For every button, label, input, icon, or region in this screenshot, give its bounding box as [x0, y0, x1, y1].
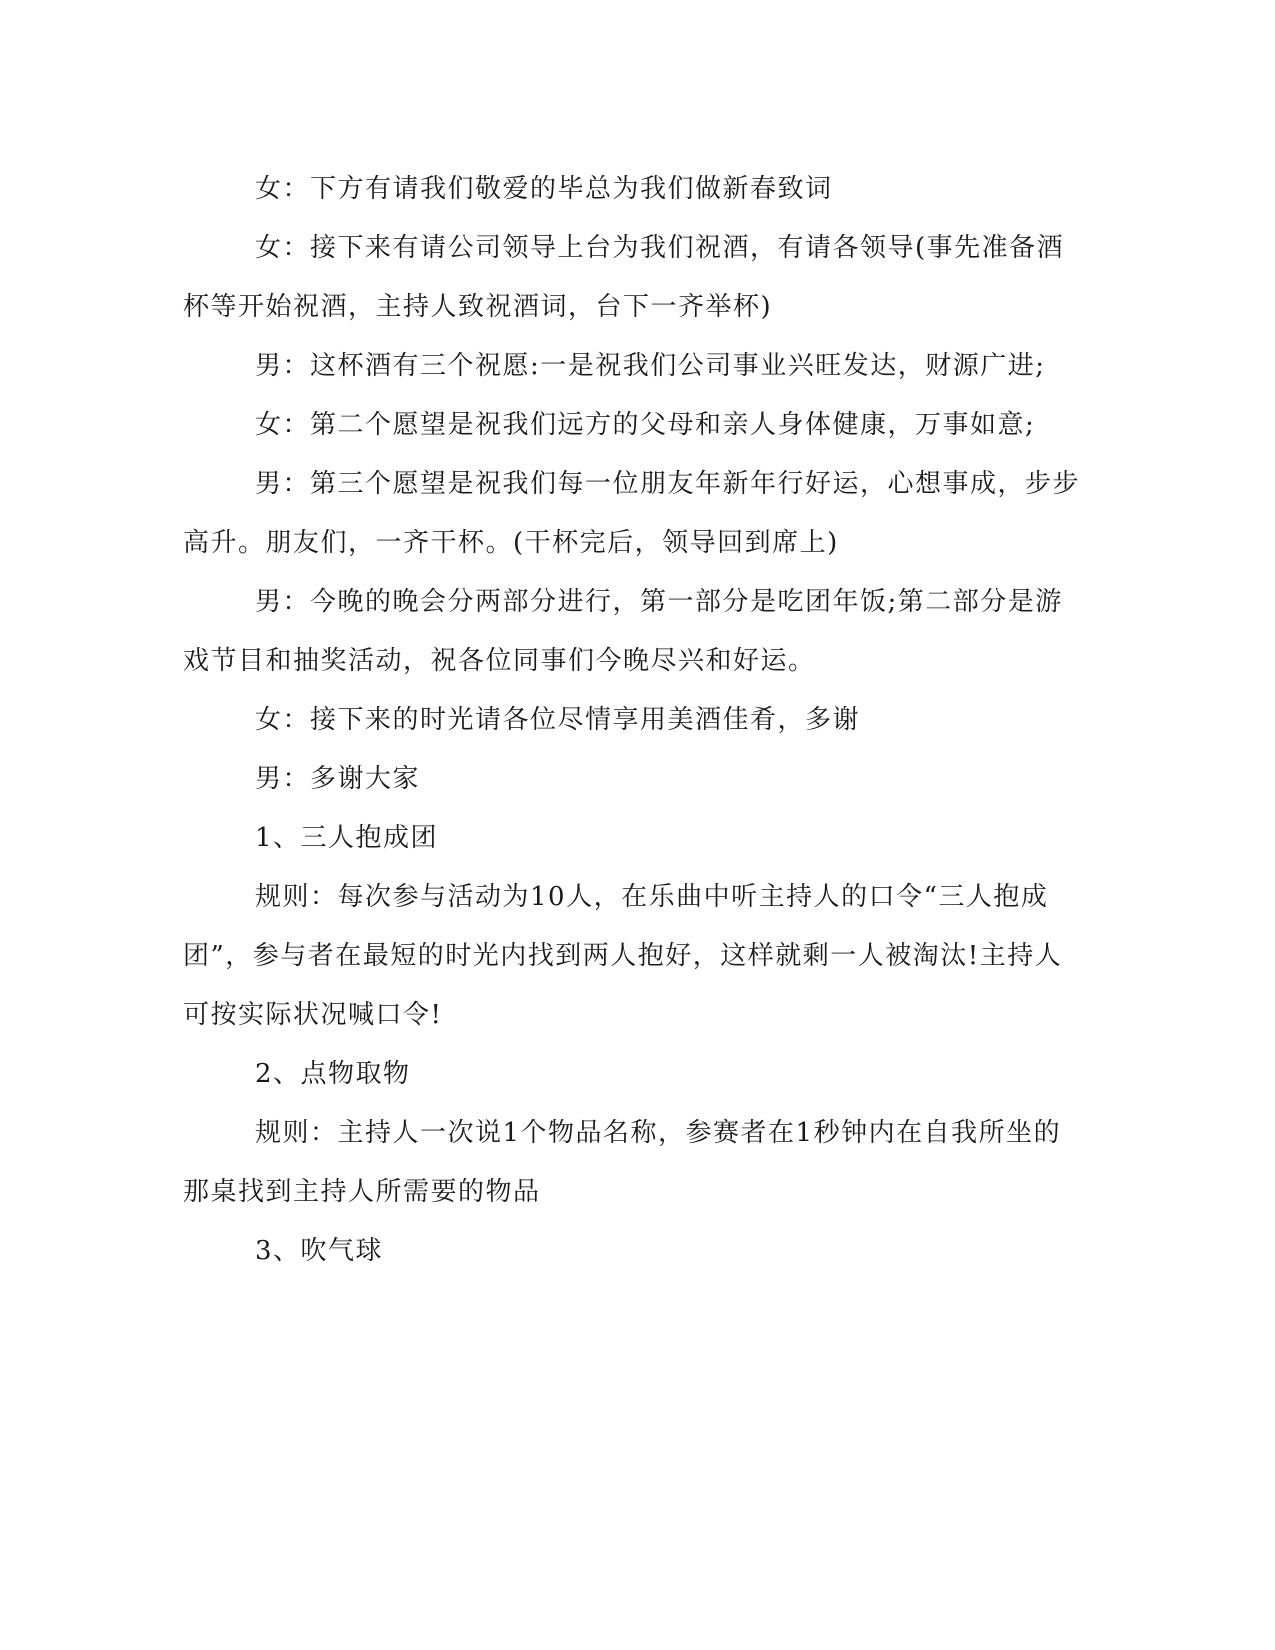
- paragraph-speech-male-4: 男：多谢大家: [255, 764, 421, 794]
- paragraph-speech-male-3: 男：今晚的晚会分两部分进行，第一部分是吃团年饭;第二部分是游戏节目和抽奖活动，祝各位同事们今晚尽兴和好运。: [183, 587, 1063, 676]
- game-rule-1: 规则：每次参与活动为10人，在乐曲中听主持人的口令“三人抱成团”，参与者在最短的时光内找到两人抱好，这样就剩一人被淘汰!主持人可按实际状况喊口令!: [183, 882, 1063, 1030]
- paragraph-speech-female-2: 女：接下来有请公司领导上台为我们祝酒，有请各领导(事先准备酒杯等开始祝酒，主持人致祝酒词，台下一齐举杯): [183, 233, 1065, 322]
- game-heading-1: 1、三人抱成团: [255, 823, 439, 853]
- paragraph-speech-male-1: 男：这杯酒有三个祝愿:一是祝我们公司事业兴旺发达，财源广进;: [255, 351, 1046, 381]
- game-heading-2: 2、点物取物: [255, 1059, 411, 1089]
- paragraph-speech-female-3: 女：第二个愿望是祝我们远方的父母和亲人身体健康，万事如意;: [255, 410, 1036, 440]
- game-rule-2: 规则：主持人一次说1个物品名称，参赛者在1秒钟内在自我所坐的那桌找到主持人所需要的物品: [183, 1118, 1062, 1207]
- document-body: [183, 160, 1083, 1281]
- paragraph-speech-female-1: 女：下方有请我们敬爱的毕总为我们做新春致词: [255, 174, 833, 204]
- paragraph-speech-male-2: 男：第三个愿望是祝我们每一位朋友年新年行好运，心想事成，步步高升。朋友们，一齐干杯。(干杯完后，领导回到席上): [183, 469, 1081, 558]
- paragraph-speech-female-4: 女：接下来的时光请各位尽情享用美酒佳肴，多谢: [255, 705, 861, 735]
- game-heading-3: 3、吹气球: [255, 1236, 384, 1266]
